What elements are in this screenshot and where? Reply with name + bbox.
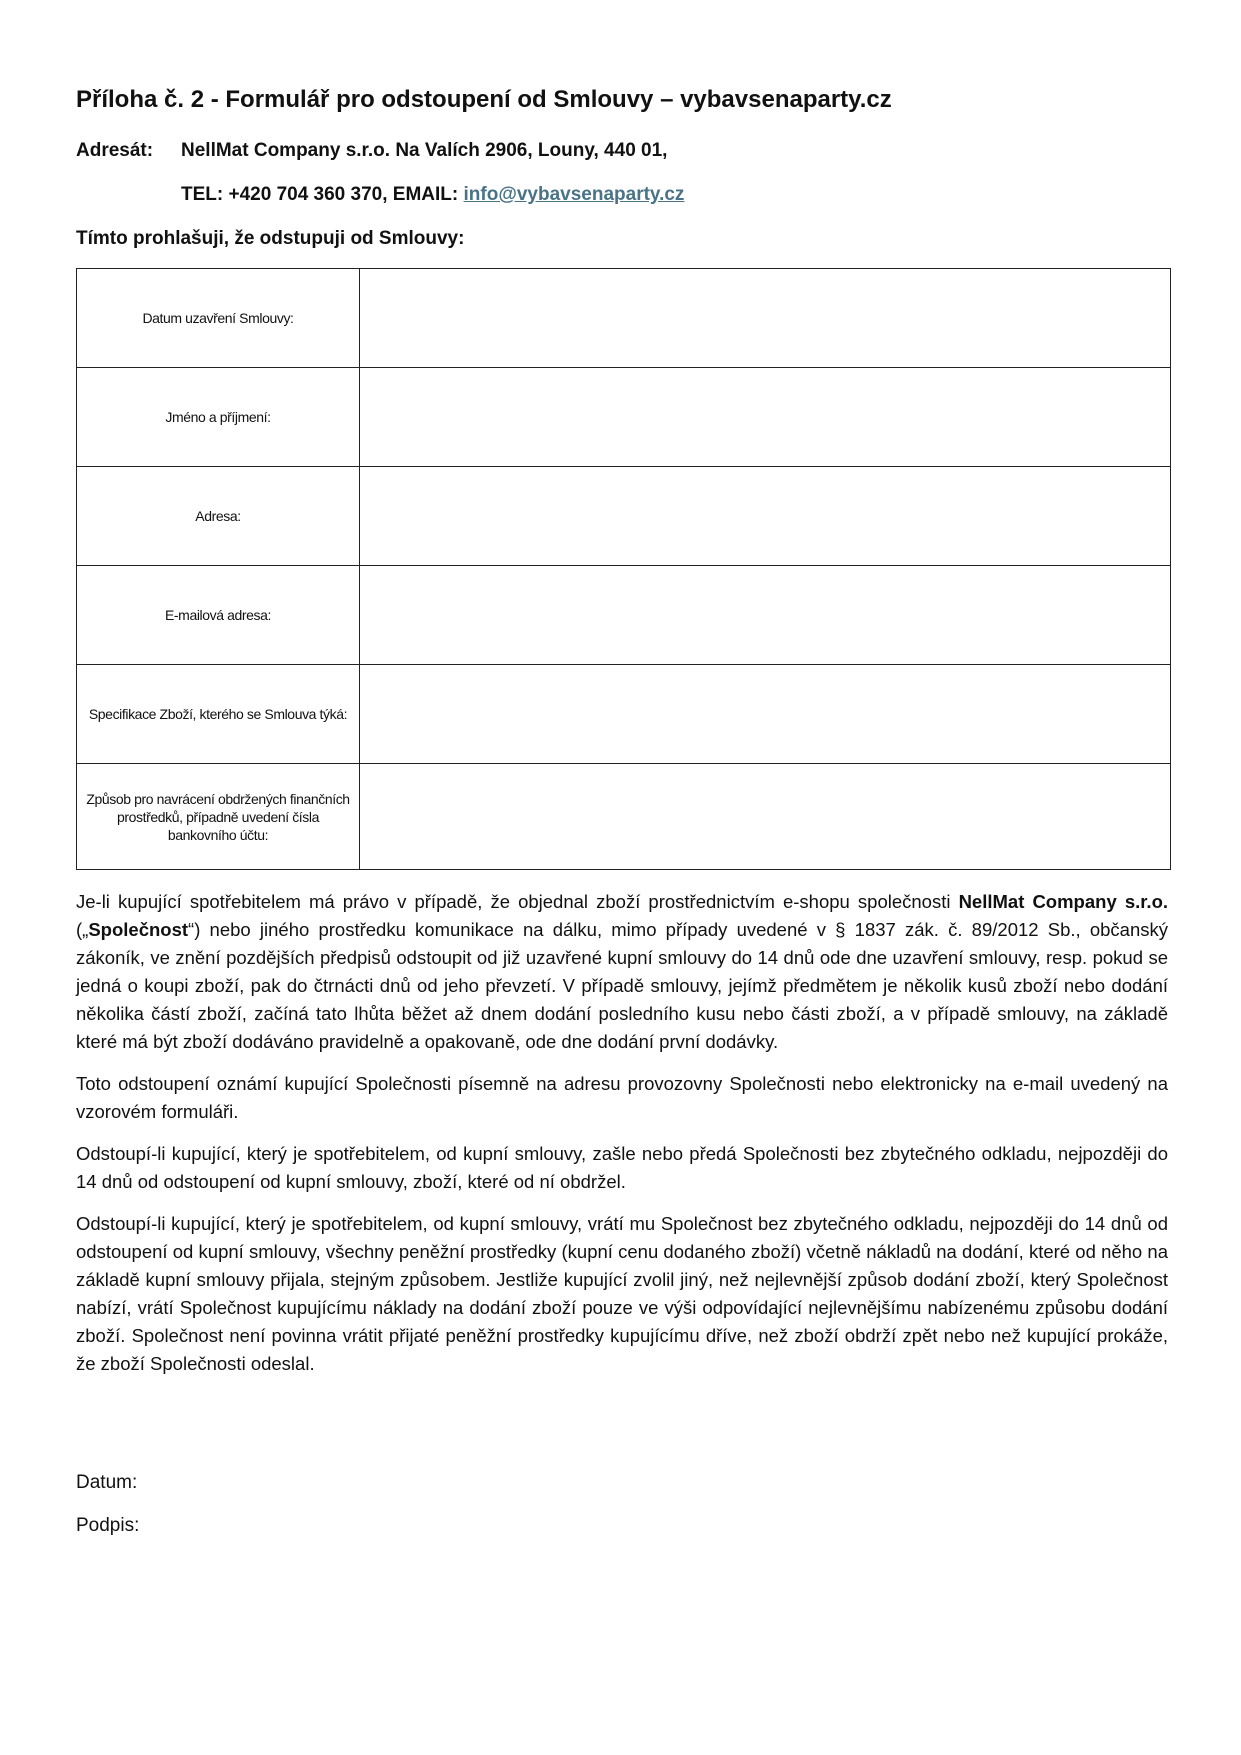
form-label: Adresa: (77, 467, 360, 566)
refund-method-field[interactable] (360, 764, 1171, 870)
goods-spec-field[interactable] (360, 665, 1171, 764)
company-short-name: Společnost (88, 919, 189, 940)
declaration-heading: Tímto prohlašuji, že odstupuji od Smlouvy: (76, 228, 465, 249)
terms-text (76, 888, 1168, 1392)
terms-paragraph-4: Odstoupí-li kupující, který je spotřebitelem, od kupní smlouvy, vrátí mu Společnost bez zbytečného odkladu, nejpozději do 14 dnů od odstoupení od kupní smlouvy, všechny peněžní prostředky (kupní cenu dodaného zboží) včetně nákladů na dodání, které od něho na základě kupní smlouvy přijala, stejným způsobem. Jestliže kupující zvolil jiný, než nejlevnější způsob dodání zboží, který Společnost nabízí, vrátí Společnost kupujícímu náklady na dodání zboží pouze ve výši odpovídající nejlevnějšímu nabízenému způsobu dodání zboží. Společnost není povinna vrátit přijaté peněžní prostředky kupujícímu dříve, než zboží obdrží zpět nebo než kupující prokáže, že zboží Společnosti odeslal. (76, 1213, 1168, 1374)
form-label: E-mailová adresa: (77, 566, 360, 665)
terms-paragraph-1 (76, 888, 1168, 1056)
name-field[interactable] (360, 368, 1171, 467)
form-row-goods-spec (77, 665, 1171, 764)
date-label: Datum: (76, 1472, 138, 1493)
text-span: “) nebo jiného prostředku komunikace na dálku, mimo případy uvedené v § 1837 zák. č. 89/2012 Sb., občanský zákoník, ve znění pozdějších předpisů odstoupit od již uzavřené kupní smlouvy do 14 dnů ode dne uzavření smlouvy, resp. pokud se jedná o koupi zboží, pak do čtrnácti dnů od jeho převzetí. V případě smlouvy, jejímž předmětem je několik kusů zboží nebo dodání několika částí zboží, začíná tato lhůta běžet až dnem dodání posledního kusu nebo části zboží, a v případě smlouvy, na základě které má být zboží dodáváno pravidelně a opakovaně, ode dne dodání první dodávky. (76, 919, 1168, 1052)
contact-prefix: TEL: +420 704 360 370, EMAIL: (181, 184, 464, 205)
email-link[interactable]: info@vybavsenaparty.cz (463, 184, 685, 205)
terms-paragraph-3: Odstoupí-li kupující, který je spotřebitelem, od kupní smlouvy, zašle nebo předá Společnosti bez zbytečného odkladu, nejpozději do 14 dnů od odstoupení od kupní smlouvy, zboží, které od ní obdržel. (76, 1143, 1168, 1192)
form-row-address (77, 467, 1171, 566)
form-label: Specifikace Zboží, kterého se Smlouva týká: (77, 665, 360, 764)
recipient-label: Adresát: (76, 140, 154, 161)
page-title: Příloha č. 2 - Formulář pro odstoupení od Smlouvy – vybavsenaparty.cz (76, 86, 892, 113)
email-field[interactable] (360, 566, 1171, 665)
recipient-company: NellMat Company s.r.o. Na Valích 2906, Louny, 440 01, (181, 140, 668, 161)
form-label: Způsob pro navrácení obdržených finančních prostředků, případně uvedení čísla bankovního účtu: (77, 764, 360, 870)
company-name: NellMat Company s.r.o. (958, 891, 1169, 912)
terms-paragraph-2: Toto odstoupení oznámí kupující Společnosti písemně na adresu provozovny Společnosti nebo elektronicky na e-mail uvedený na vzorovém formuláři. (76, 1073, 1168, 1122)
withdrawal-form-table (76, 268, 1171, 870)
contact-line (181, 184, 684, 206)
address-field[interactable] (360, 467, 1171, 566)
form-row-name (77, 368, 1171, 467)
text-span: („ (76, 919, 89, 940)
form-row-contract-date (77, 269, 1171, 368)
form-label: Datum uzavření Smlouvy: (77, 269, 360, 368)
recipient-line (76, 140, 667, 162)
form-row-refund-method (77, 764, 1171, 870)
text-span: Je-li kupující spotřebitelem má právo v případě, že objednal zboží prostřednictvím e-shopu společnosti (76, 891, 959, 912)
signature-label: Podpis: (76, 1515, 140, 1536)
form-row-email (77, 566, 1171, 665)
form-label: Jméno a příjmení: (77, 368, 360, 467)
contract-date-field[interactable] (360, 269, 1171, 368)
